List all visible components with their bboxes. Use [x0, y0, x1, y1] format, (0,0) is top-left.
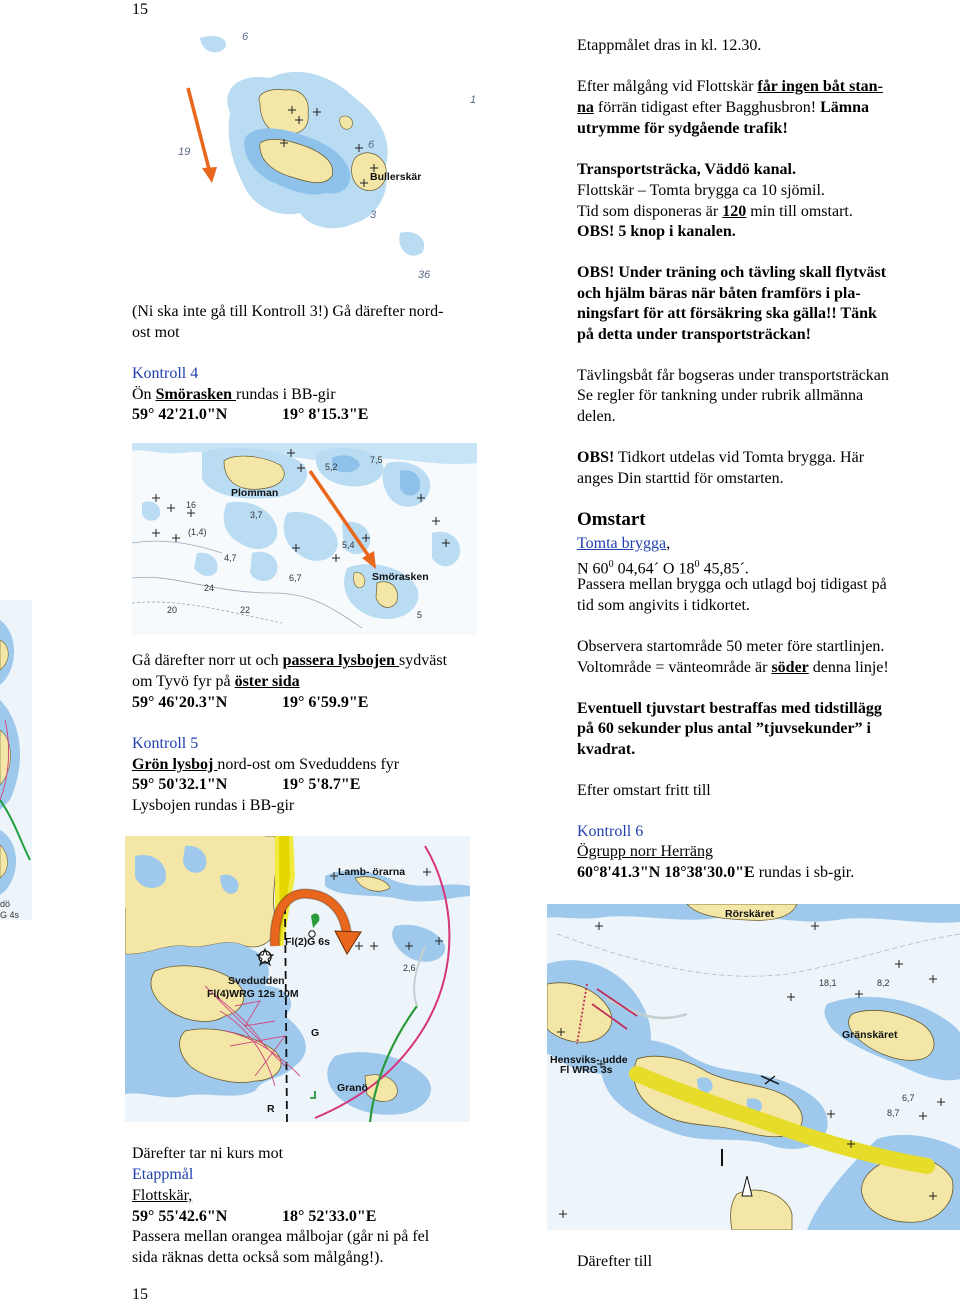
map2-depth: 4,7: [224, 553, 237, 563]
transport-title: Transportsträcka, Väddö kanal.: [577, 161, 796, 178]
passage-line-1: Gå därefter norr ut och passera lysbojen sydväst: [132, 652, 448, 669]
map3-light-label: Fl(4)WRG 12s 10M: [207, 988, 299, 1000]
final-line: Därefter till: [577, 1253, 653, 1270]
false-start-line-1: Eventuell tjuvstart bestraffas med tidstillägg: [577, 700, 882, 717]
map-herrang: [547, 904, 960, 1230]
map2-plomman-label: Plomman: [231, 487, 279, 499]
towing-line-1: Tävlingsbåt får bogseras under transportsträckan: [577, 367, 889, 384]
passage-coord-e: 19° 6'59.9"E: [282, 694, 369, 711]
omstart-link-line: Tomta brygga,: [577, 535, 671, 552]
map3-depth: 2,6: [403, 963, 416, 973]
map4-depth: 8,2: [877, 978, 890, 988]
transport-line-2: Flottskär – Tomta brygga ca 10 sjömil.: [577, 182, 825, 199]
after-start-line: Efter omstart fritt till: [577, 782, 711, 799]
kontroll-4-line: Ön Smörasken rundas i BB-gir: [132, 386, 336, 403]
kontroll-5-coord-n: 59° 50'32.1"N: [132, 776, 228, 793]
safety-line-3: ningsfart för att försäkring ska gälla!! Tänk: [577, 305, 877, 322]
omstart-line-4: tid som angivits i tidkortet.: [577, 597, 750, 614]
map2-depth: 7,5: [370, 455, 383, 465]
map1-depth: 3: [370, 209, 377, 221]
map-bullerskar: [160, 18, 445, 286]
map2-depth: 5: [417, 610, 423, 620]
kontroll-5-coord-e: 19° 5'8.7"E: [282, 776, 361, 793]
map2-depth: 5,2: [325, 462, 338, 472]
map1-depth: 6: [368, 139, 375, 151]
safety-line-1: OBS! Under träning och tävling skall flytväst: [577, 264, 887, 281]
passage-coord-n: 59° 46'20.3"N: [132, 694, 228, 711]
safety-line-4: på detta under transportsträckan!: [577, 326, 811, 343]
map3-r-label: R: [267, 1103, 275, 1115]
map4-rorskaret-label: Rörskäret: [725, 908, 775, 920]
finish-line-1: Efter målgång vid Flottskär får ingen båt stan-: [577, 78, 883, 95]
transport-line-4: OBS! 5 knop i kanalen.: [577, 223, 736, 240]
kontroll-5-title: Kontroll 5: [132, 735, 199, 752]
map3-buoy-label: Fl(2)G 6s: [285, 936, 330, 948]
map4-depth: 6,7: [902, 1093, 915, 1103]
etapp-note-1: Passera mellan orangea målbojar (går ni på fel: [132, 1228, 430, 1245]
kontroll-4-coord-e: 19° 8'15.3"E: [282, 406, 369, 423]
edge-map-text2: G 4s: [0, 910, 20, 920]
page-number-top: 15: [132, 1, 148, 18]
map2-depth: 6,7: [289, 573, 302, 583]
omstart-title: Omstart: [577, 509, 646, 530]
map1-depth: 36: [418, 269, 431, 281]
start-area-line-2: Voltområde = vänteområde är söder denna linje!: [577, 659, 889, 676]
map2-depth: (1,4): [188, 527, 207, 537]
map1-depth: 19: [178, 146, 191, 158]
timecard-line-2: anges Din starttid för omstarten.: [577, 470, 784, 487]
etapp-name: Flottskär,: [132, 1187, 193, 1204]
finish-line-3: utrymme för sydgående trafik!: [577, 120, 788, 137]
map1-depth: 6: [242, 31, 249, 43]
towing-line-2: Se regler för tankning under rubrik allmänna: [577, 387, 864, 404]
map2-depth: 16: [186, 500, 197, 510]
map1-depth-1: 1: [470, 94, 477, 106]
map3-svedudden-label: Svedudden: [228, 975, 285, 987]
towing-line-3: delen.: [577, 408, 616, 425]
omstart-coords: N $60^0$ 04,64´ O $18^0$ 45,85´.: [577, 559, 749, 578]
safety-line-2: och hjälm bäras när båten framförs i pla-: [577, 285, 861, 302]
map4-depth: 8,7: [887, 1108, 900, 1118]
kontroll-4-title: Kontroll 4: [132, 365, 199, 382]
map4-depth: 18,1: [819, 978, 837, 988]
false-start-line-2: på 60 sekunder plus antal ”tjuvsekunder” i: [577, 720, 871, 737]
map2-depth: 24: [204, 583, 215, 593]
etapp-coord-e: 18° 52'33.0"E: [282, 1208, 377, 1225]
kontroll-5-line: Grön lysboj nord-ost om Sveduddens fyr: [132, 756, 400, 773]
omstart-link[interactable]: Tomta brygga: [577, 535, 667, 552]
omstart-line-3: Passera mellan brygga och utlagd boj tidigast på: [577, 576, 887, 593]
page-number-bottom: 15: [132, 1286, 148, 1303]
map4-light-name-label: Hensviks- udde: [550, 1054, 628, 1066]
map2-smorasken-label: Smörasken: [372, 571, 429, 583]
kontroll-4-coord-n: 59° 42'21.0"N: [132, 406, 228, 423]
map3-grano-label: Granö: [337, 1082, 368, 1094]
kontroll-6-line-2: Ögrupp norr Herräng: [577, 843, 713, 860]
passage-line-2: om Tyvö fyr på öster sida: [132, 673, 300, 690]
map-smorasken: [132, 443, 477, 635]
etapp-line-1: Därefter tar ni kurs mot: [132, 1145, 284, 1162]
finish-line-2: na förrän tidigast efter Bagghusbron! Lämna: [577, 99, 869, 116]
map3-lamb-label: Lamb- örarna: [338, 866, 406, 878]
map1-island-label: Bullerskär: [370, 171, 422, 183]
map3-g-label: G: [311, 1027, 320, 1039]
map2-depth: 20: [167, 605, 178, 615]
intro-line-2: ost mot: [132, 324, 180, 341]
etapp-note-2: sida räknas detta också som målgång!).: [132, 1249, 384, 1266]
kontroll-6-title: Kontroll 6: [577, 823, 644, 840]
false-start-line-3: kvadrat.: [577, 741, 636, 758]
transport-line-3: Tid som disponeras är 120 min till omstart.: [577, 203, 853, 220]
start-area-line-1: Observera startområde 50 meter före startlinjen.: [577, 638, 885, 655]
kontroll-5-note: Lysbojen rundas i BB-gir: [132, 797, 295, 814]
map-svedudden: [125, 836, 470, 1122]
kontroll-6-coords: 60°8'41.3"N 18°38'30.0"E rundas i sb-gir.: [577, 864, 855, 881]
map2-depth: 22: [240, 605, 251, 615]
intro-line-1: (Ni ska inte gå till Kontroll 3!) Gå därefter nord-: [132, 303, 444, 320]
etapp-coord-n: 59° 55'42.6"N: [132, 1208, 228, 1225]
etappmal-title: Etappmål: [132, 1166, 194, 1183]
map2-depth: 5,4: [342, 540, 355, 550]
etappmal-close-time: Etappmålet dras in kl. 12.30.: [577, 37, 762, 54]
map4-light-label: Fl WRG 3s: [560, 1064, 613, 1076]
edge-map-text1: dö: [0, 899, 11, 909]
timecard-line-1: OBS! Tidkort utdelas vid Tomta brygga. Här: [577, 449, 865, 466]
edge-map-fragment: [0, 600, 32, 920]
map2-depth: 3,7: [250, 510, 263, 520]
map4-granskaret-label: Gränskäret: [842, 1029, 898, 1041]
